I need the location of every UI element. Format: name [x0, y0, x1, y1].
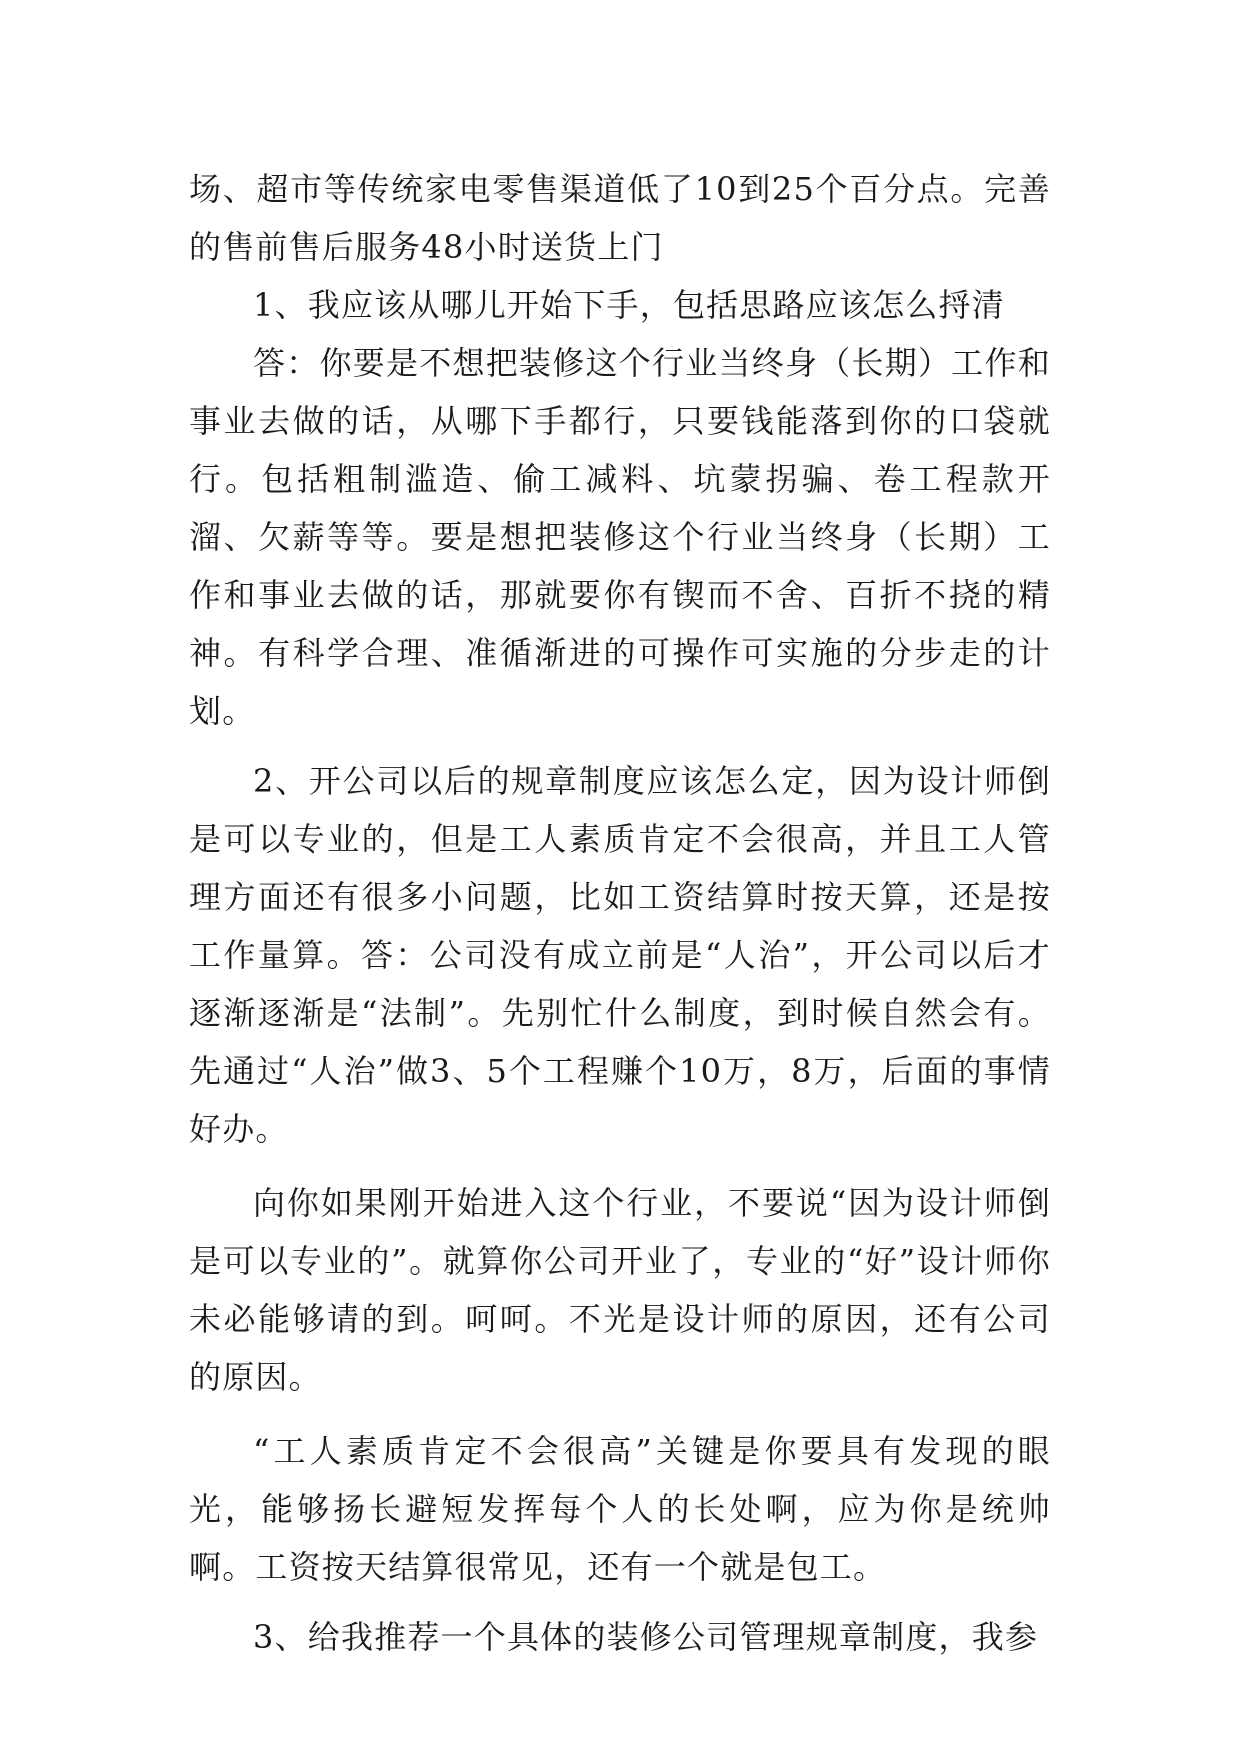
paragraph-continuation: 场、超市等传统家电零售渠道低了10到25个百分点。完善的售前售后服务48小时送货上门 — [189, 170, 1051, 266]
paragraph-designer-note: 向你如果刚开始进入这个行业，不要说“因为设计师倒是可以专业的”。就算你公司开业了，专业的“好”设计师你未必能够请的到。呵呵。不光是设计师的原因，还有公司的原因。 — [189, 1184, 1051, 1396]
paragraph-answer-1: 答：你要是不想把装修这个行业当终身（长期）工作和事业去做的话，从哪下手都行，只要钱能落到你的口袋就行。包括粗制滥造、偷工减料、坑蒙拐骗、卷工程款开溜、欠薪等等。要是想把装修这个行业当终身（长期）工作和事业去做的话，那就要你有锲而不舍、百折不挠的精神。有科学合理、准循渐进的可操作可实施的分步走的计划。 — [189, 344, 1051, 730]
paragraph-question-3: 3、给我推荐一个具体的装修公司管理规章制度，我参 — [253, 1618, 1039, 1656]
document-body — [189, 160, 1051, 1666]
paragraph-worker-note: “工人素质肯定不会很高”关键是你要具有发现的眼光，能够扬长避短发挥每个人的长处啊，应为你是统帅啊。工资按天结算很常见，还有一个就是包工。 — [189, 1432, 1051, 1586]
paragraph-question-2: 2、开公司以后的规章制度应该怎么定，因为设计师倒是可以专业的，但是工人素质肯定不会很高，并且工人管理方面还有很多小问题，比如工资结算时按天算，还是按工作量算。答：公司没有成立前是“人治”，开公司以后才逐渐逐渐是“法制”。先别忙什么制度，到时候自然会有。先通过“人治”做3、5个工程赚个10万，8万，后面的事情好办。 — [189, 762, 1051, 1148]
paragraph-question-1: 1、我应该从哪儿开始下手，包括思路应该怎么捋清 — [253, 286, 1005, 324]
